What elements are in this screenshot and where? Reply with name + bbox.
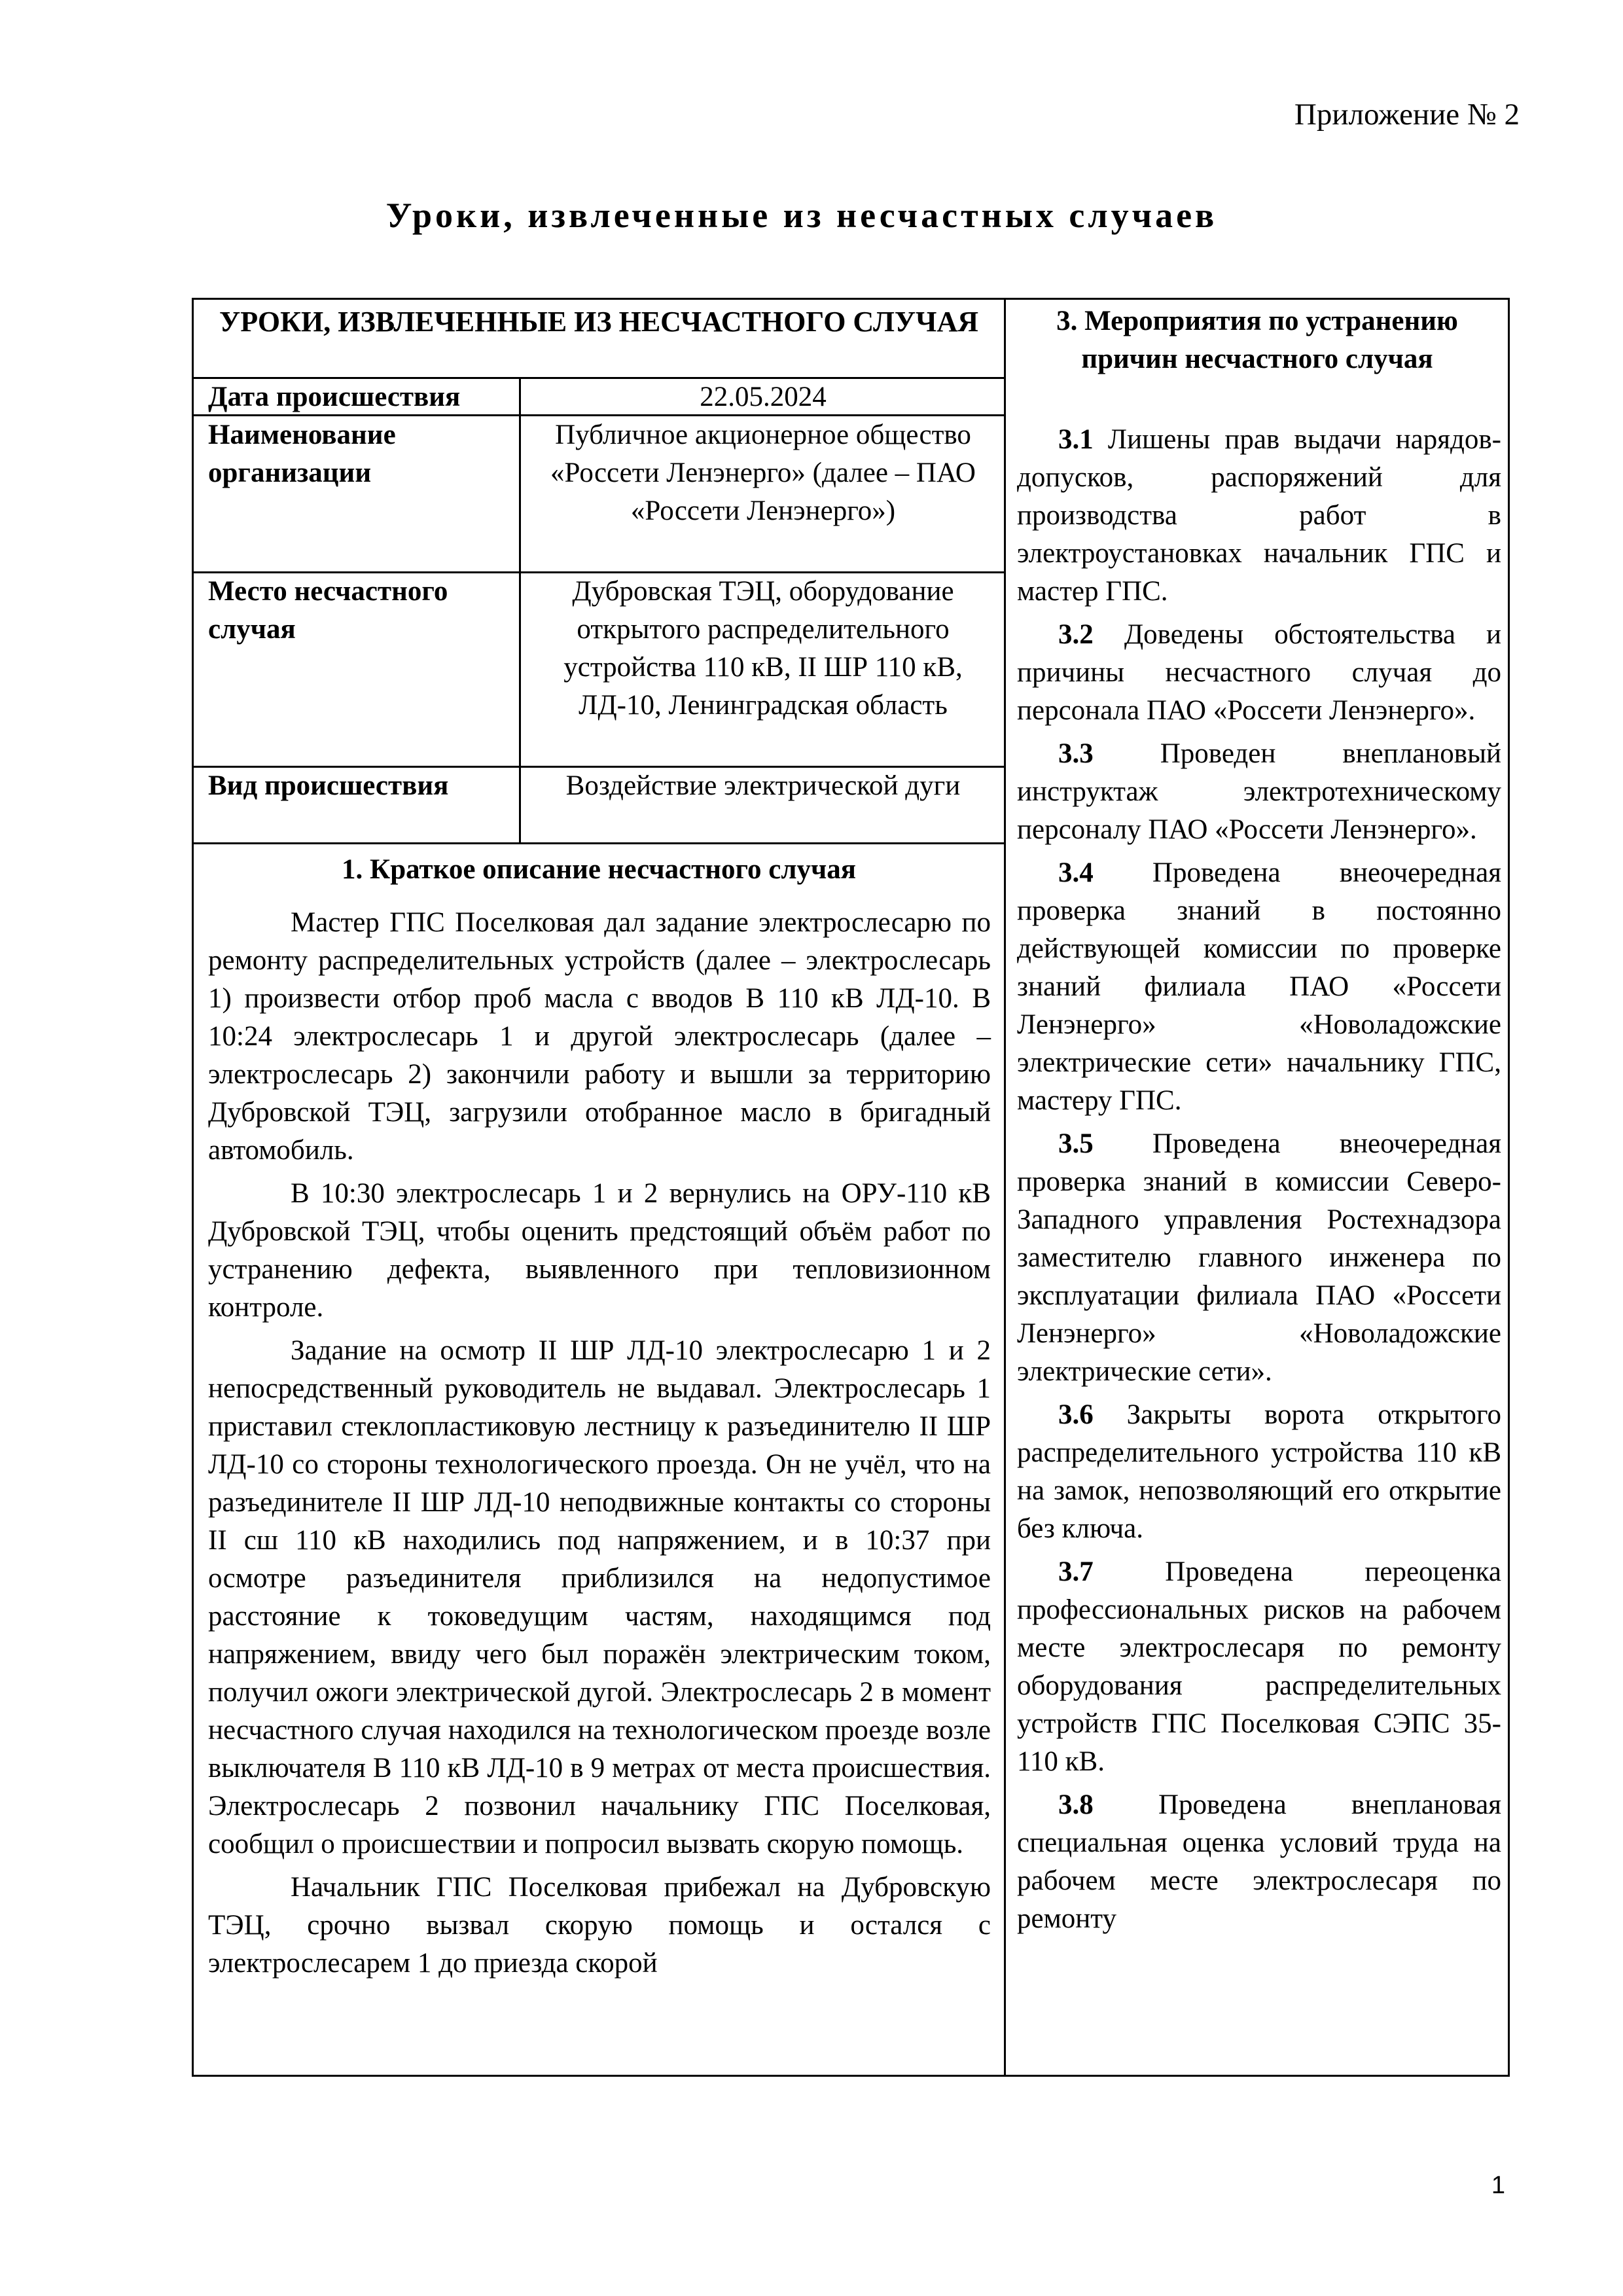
row-value-location: Дубровская ТЭЦ, оборудование открытого распределительного устройства 110 кВ, II ШР 110 кВ, ЛД-10, Ленинградская область — [563, 576, 963, 721]
measure-item — [1017, 616, 1501, 730]
lessons-table — [192, 298, 1510, 2077]
measure-item — [1017, 1125, 1501, 1391]
measure-number: 3.3 — [1058, 738, 1094, 769]
measure-item — [1017, 735, 1501, 849]
measure-number: 3.6 — [1058, 1399, 1094, 1430]
row-value-incident-type: Воздействие электрической дуги — [565, 770, 961, 801]
measure-item — [1017, 854, 1501, 1120]
row-value-date: 22.05.2024 — [700, 382, 827, 412]
measure-text: Проведена внеплановая специальная оценка условий труда на рабочем месте электрослесаря по ремонту — [1017, 1789, 1501, 1934]
measure-number: 3.7 — [1058, 1556, 1094, 1587]
measure-item — [1017, 1553, 1501, 1781]
measure-number: 3.2 — [1058, 619, 1094, 650]
row-label-date: Дата происшествия — [208, 382, 461, 412]
section1-body — [208, 904, 991, 1988]
measure-text: Проведен внеплановый инструктаж электротехническому персоналу ПАО «Россети Ленэнерго». — [1017, 738, 1501, 845]
measure-text: Доведены обстоятельства и причины несчастного случая до персонала ПАО «Россети Ленэнерго». — [1017, 619, 1501, 726]
table-rule — [194, 842, 1004, 844]
row-label-location: Место несчастного случая — [208, 576, 448, 645]
row-label-organization: Наименование организации — [208, 420, 396, 488]
section1-paragraph: Начальник ГПС Поселковая прибежал на Дубровскую ТЭЦ, срочно вызвал скорую помощь и остался с электрослесарем 1 до приезда скорой — [208, 1872, 991, 1979]
section1-paragraph: Мастер ГПС Поселковая дал задание электрослесарю по ремонту распределительных устройств (далее – электрослесарь 1) произвести отбор проб масла с вводов В 110 кВ ЛД-10. В 10:24 электрослесарь 1 и другой электрослесарь (далее – электрослесарь 2) закончили работу и вышли за территорию Дубровской ТЭЦ, загрузили отобранное масло в бригадный автомобиль. — [208, 907, 991, 1166]
column-divider — [1004, 300, 1006, 2075]
measure-number: 3.4 — [1058, 857, 1094, 888]
page-title: Уроки, извлеченные из несчастных случаев — [385, 196, 1218, 235]
measures-list — [1017, 421, 1501, 1943]
measure-text: Проведена внеочередная проверка знаний в комиссии Северо-Западного управления Ростехнадзора заместителю главного инженера по эксплуатации филиала ПАО «Россети Ленэнерго» «Новоладожские электрические сети». — [1017, 1128, 1501, 1387]
row-value-organization: Публичное акционерное общество «Россети Ленэнерго» (далее – ПАО «Россети Ленэнерго») — [550, 420, 976, 526]
section1-paragraph: В 10:30 электрослесарь 1 и 2 вернулись на ОРУ-110 кВ Дубровской ТЭЦ, чтобы оценить предстоящий объём работ по устранению дефекта, выявленного при тепловизионном контроле. — [208, 1178, 991, 1323]
measure-number: 3.5 — [1058, 1128, 1094, 1159]
page-number: 1 — [1491, 2172, 1505, 2199]
label-value-divider — [519, 377, 521, 842]
section1-title: 1. Краткое описание несчастного случая — [342, 854, 856, 885]
section1-paragraph: Задание на осмотр II ШР ЛД-10 электрослесарю 1 и 2 непосредственный руководитель не выдавал. Электрослесарь 1 приставил стеклопластиковую лестницу к разъединителю II ШР ЛД-10 со стороны технологического проезда. Он не учёл, что на разъединителе II ШР ЛД-10 неподвижные контакты со стороны II сш 110 кВ находились под напряжением, и в 10:37 при осмотре разъединителя приблизился на недопустимое расстояние к токоведущим частям, находящимся под напряжением, ввиду чего был поражён электрическим током, получил ожоги электрической дугой. Электрослесарь 2 в момент несчастного случая находился на технологическом проезде возле выключателя В 110 кВ ЛД-10 в 9 метрах от места происшествия. Электрослесарь 2 позвонил начальнику ГПС Поселковая, сообщил о происшествии и попросил вызвать скорую помощь. — [208, 1335, 991, 1859]
measure-text: Проведена переоценка профессиональных рисков на рабочем месте электрослесаря по ремонту оборудования распределительных устройств ГПС Поселковая СЭПС 35-110 кВ. — [1017, 1556, 1501, 1777]
measures-title: 3. Мероприятия по устранению причин несчастного случая — [1056, 306, 1458, 374]
measure-item — [1017, 1786, 1501, 1938]
measure-item — [1017, 421, 1501, 611]
lessons-title: УРОКИ, ИЗВЛЕЧЕННЫЕ ИЗ НЕСЧАСТНОГО СЛУЧАЯ — [219, 306, 979, 338]
measure-number: 3.1 — [1058, 424, 1094, 455]
appendix-label: Приложение № 2 — [1294, 98, 1520, 132]
measure-item — [1017, 1396, 1501, 1548]
measure-number: 3.8 — [1058, 1789, 1094, 1820]
measure-text: Лишены прав выдачи нарядов-допусков, распоряжений для производства работ в электроустановках начальник ГПС и мастер ГПС. — [1017, 424, 1501, 607]
row-label-incident-type: Вид происшествия — [208, 770, 449, 801]
measure-text: Проведена внеочередная проверка знаний в постоянно действующей комиссии по проверке знаний филиала ПАО «Россети Ленэнерго» «Новоладожские электрические сети» начальнику ГПС, мастеру ГПС. — [1017, 857, 1501, 1116]
measure-text: Закрыты ворота открытого распределительного устройства 110 кВ на замок, непозволяющий его открытие без ключа. — [1017, 1399, 1502, 1544]
